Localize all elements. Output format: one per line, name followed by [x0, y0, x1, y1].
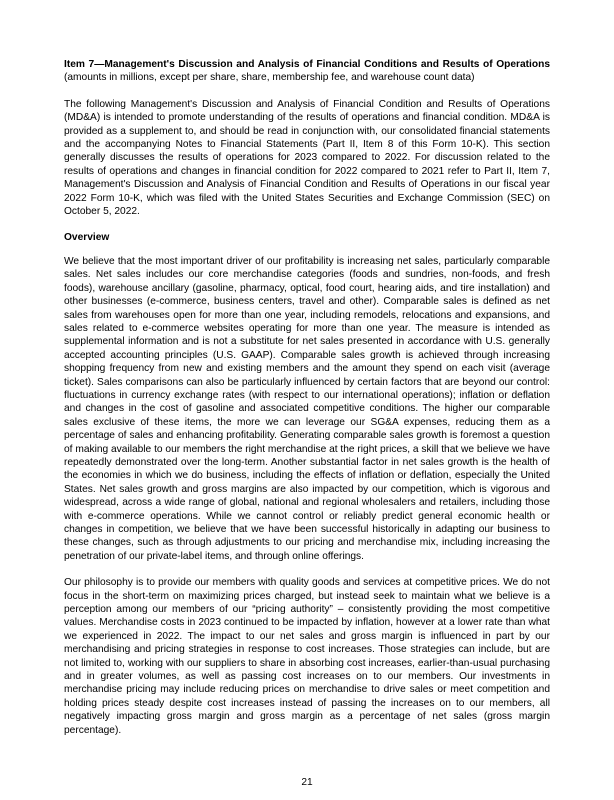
- item-heading: [64, 58, 550, 85]
- intro-paragraph: The following Management's Discussion and Analysis of Financial Condition and Results of Operations (MD&A) is intended to promote understanding of the results of operations and financial condition. MD&A is provided as a supplement to, and should be read in conjunction with, our consolidated financial statements and the accompanying Notes to Financial Statements (Part II, Item 8 of this Form 10-K). This section generally discusses the results of operations for 2023 compared to 2022. For discussion related to the results of operations and changes in financial condition for 2022 compared to 2021 refer to Part II, Item 7, Management's Discussion and Analysis of Financial Condition and Results of Operations in our fiscal year 2022 Form 10-K, which was filed with the United States Securities and Exchange Commission (SEC) on October 5, 2022.: [64, 98, 550, 218]
- overview-paragraph-1: We believe that the most important driver of our profitability is increasing net sales, particularly comparable sales. Net sales includes our core merchandise categories (foods and sundries, non-foods, and fresh foods), warehouse ancillary (gasoline, pharmacy, optical, food court, hearing aids, and tire installation) and other businesses (e-commerce, business centers, travel and other). Comparable sales is defined as net sales from warehouses open for more than one year, including remodels, relocations and expansions, and sales related to e-commerce websites operating for more than one year. The measure is intended as supplemental information and is not a substitute for net sales presented in accordance with U.S. generally accepted accounting principles (U.S. GAAP). Comparable sales growth is achieved through increasing shopping frequency from new and existing members and the amount they spend on each visit (average ticket). Sales comparisons can also be particularly influenced by certain factors that are beyond our control: fluctuations in currency exchange rates (with respect to our international operations); inflation or deflation and changes in the cost of gasoline and associated competitive conditions. The higher our comparable sales exclusive of these items, the more we can leverage our SG&A expenses, reducing them as a percentage of sales and enhancing profitability. Generating comparable sales growth is foremost a question of making available to our members the right merchandise at the right prices, a skill that we believe we have repeatedly demonstrated over the long-term. Another substantial factor in net sales growth is the health of the economies in which we do business, including the effects of inflation or deflation, especially the United States. Net sales growth and gross margins are also impacted by our competition, which is vigorous and widespread, across a wide range of global, national and regional wholesalers and retailers, including those with e-commerce operations. While we cannot control or reliably predict general economic health or changes in competition, we believe that we have been successful historically in adapting our business to these changes, such as through adjustments to our pricing and merchandise mix, including increasing the penetration of our private-label items, and through online offerings.: [64, 255, 550, 562]
- item-heading-note: (amounts in millions, except per share, share, membership fee, and warehouse count data): [64, 72, 475, 84]
- page-number: 21: [301, 777, 313, 788]
- overview-paragraph-2: Our philosophy is to provide our members with quality goods and services at competitive prices. We do not focus in the short-term on maximizing prices charged, but instead seek to maintain what we believe is a perception among our members of our “pricing authority” – consistently providing the most competitive values. Merchandise costs in 2023 continued to be impacted by inflation, however at a lower rate than what we experienced in 2022. The impact to our net sales and gross margin is influenced in part by our merchandising and pricing strategies in response to cost increases. Those strategies can include, but are not limited to, working with our suppliers to share in absorbing cost increases, earlier-than-usual purchasing and in greater volumes, as well as passing cost increases on to our members. Our investments in merchandise pricing may include reducing prices on merchandise to drive sales or meet competition and holding prices steady despite cost increases instead of passing the increases on to our members, all negatively impacting gross margin and gross margin as a percentage of net sales (gross margin percentage).: [64, 577, 550, 736]
- item-heading-title: Item 7—Management's Discussion and Analysis of Financial Conditions and Results of Operations: [64, 59, 550, 70]
- overview-heading: Overview: [64, 232, 110, 244]
- document-body: [64, 58, 550, 750]
